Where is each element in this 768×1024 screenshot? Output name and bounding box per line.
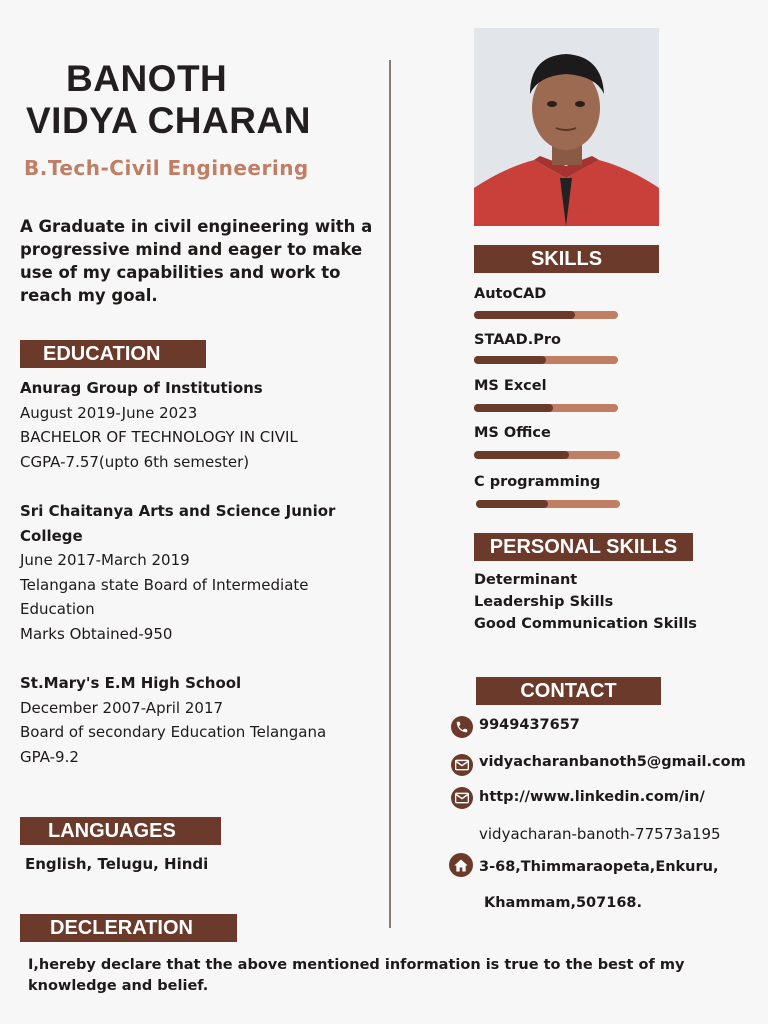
skill-label: AutoCAD [474,286,547,302]
profile-photo [474,28,659,226]
education-section [20,376,370,769]
personal-skill-item: Determinant [474,572,578,588]
skill-bar [476,500,620,508]
school-name: St.Mary's E.M High School [20,674,242,692]
education-line: CGPA-7.57(upto 6th semester) [20,452,250,471]
education-line: Board of secondary Education Telangana [20,723,327,741]
skill-label: C programming [474,474,601,490]
education-heading: EDUCATION [20,340,206,368]
email-icon [451,754,473,776]
education-line: GPA-9.2 [20,747,79,766]
linkedin-mail-icon [451,787,473,809]
skill-label: STAAD.Pro [474,332,561,348]
education-line: Marks Obtained-950 [20,624,173,643]
skill-label: MS Office [474,425,551,441]
name-first: BANOTH [66,58,228,99]
contact-heading: CONTACT [476,677,661,705]
declaration-heading: DECLERATION [20,914,237,942]
skill-bar [474,451,620,459]
phone-icon [451,716,473,738]
school-name: Sri Chaitanya Arts and Science Junior College [20,502,336,545]
languages-text: English, Telugu, Hindi [25,855,209,873]
linkedin-url-line1[interactable]: http://www.linkedin.com/in/ [479,789,705,805]
education-entry-2 [20,499,370,646]
linkedin-url-line2[interactable]: vidyacharan-banoth-77573a195 [479,825,721,843]
personal-skill-item: Good Communication Skills [474,616,697,632]
skill-bar [474,356,618,364]
address-line1: 3-68,Thimmaraopeta,Enkuru, [479,859,719,875]
summary: A Graduate in civil engineering with a progressive mind and eager to make use of my capabilities and work to reach my goal. [20,217,373,305]
personal-skill-item: Leadership Skills [474,594,614,610]
languages-heading: LANGUAGES [20,817,221,845]
skill-label: MS Excel [474,378,547,394]
school-name: Anurag Group of Institutions [20,379,263,397]
column-divider [389,60,391,928]
home-icon [449,853,473,877]
job-title: B.Tech-Civil Engineering [24,156,309,180]
declaration-text: I,hereby declare that the above mentioned information is true to the best of my knowledge and belief. [28,957,685,994]
education-line: August 2019-June 2023 [20,403,198,422]
address-line2: Khammam,507168. [484,895,643,911]
education-line: December 2007-April 2017 [20,698,224,717]
phone-number[interactable]: 9949437657 [479,717,580,733]
profile-photo-illustration [474,28,659,226]
skill-bar [474,311,618,319]
skill-bar [474,404,618,412]
personal-skills-heading: PERSONAL SKILLS [474,533,693,561]
email-address[interactable]: vidyacharanbanoth5@gmail.com [479,754,746,770]
personal-skills-list [474,569,697,635]
education-line: June 2017-March 2019 [20,551,190,569]
education-entry-3 [20,671,370,769]
education-entry-1 [20,376,370,474]
education-line: BACHELOR OF TECHNOLOGY IN CIVIL [20,428,298,446]
skills-heading: SKILLS [474,245,659,273]
education-line: Telangana state Board of Intermediate Education [20,575,309,618]
name-last: VIDYA CHARAN [26,100,311,141]
